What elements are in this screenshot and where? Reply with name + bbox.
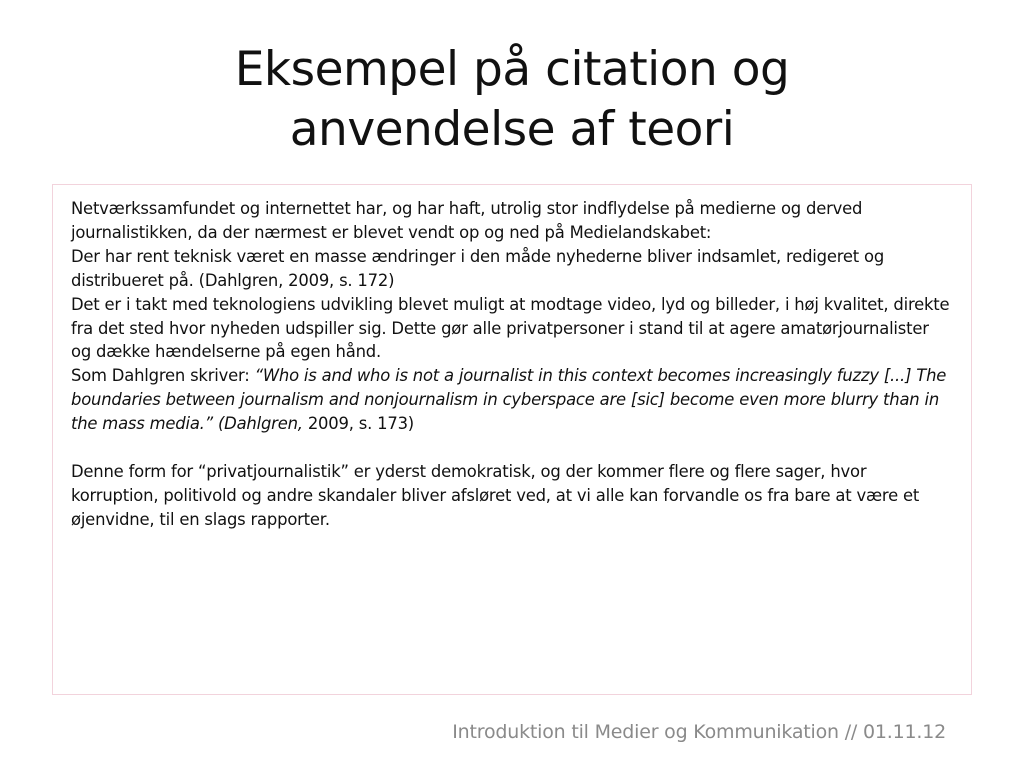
paragraph-5: Denne form for “privatjournalistik” er yderst demokratisk, og der kommer flere og flere sager, hvor korruption, politivold og andre skandaler bliver afsløret ved, at vi alle kan forvandle os fra bare at være et øjenvidne, til en slags rapporter.: [71, 461, 920, 529]
paragraph-4: [71, 364, 951, 436]
slide-title: [0, 40, 1024, 160]
slide-title-line-1: Eksempel på citation og: [234, 42, 790, 97]
quote-text: “Who is and who is not a journalist in this context becomes increasingly fuzzy [...] The boundaries between journalism and nonjournalism in cyberspace are [sic] become even more blurry than in the mass media.” (Dahlgren,: [71, 366, 947, 434]
paragraph-spacer: [71, 436, 951, 460]
quote-reference: 2009, s. 173): [302, 414, 414, 434]
content-box: [52, 184, 972, 695]
quote-intro: Som Dahlgren skriver:: [71, 366, 255, 386]
body-text: [71, 197, 951, 532]
paragraph-1: Netværkssamfundet og internettet har, og har haft, utrolig stor indflydelse på medierne og derved journalistikken, da der nærmest er blevet vendt op og ned på Medielandskabet:: [71, 199, 863, 242]
slide-title-line-2: anvendelse af teori: [289, 102, 735, 157]
paragraph-2: Der har rent teknisk været en masse ændringer i den måde nyhederne bliver indsamlet, redigeret og distribueret på. (Dahlgren, 2009, s. 172): [71, 246, 885, 290]
paragraph-3: Det er i takt med teknologiens udvikling blevet muligt at modtage video, lyd og billeder, i høj kvalitet, direkte fra det sted hvor nyheden udspiller sig. Dette gør alle privatpersoner i stand til at agere amatørjournalister og dække hændelserne på egen hånd.: [71, 294, 950, 362]
slide-footer: Introduktion til Medier og Kommunikation // 01.11.12: [452, 721, 946, 743]
